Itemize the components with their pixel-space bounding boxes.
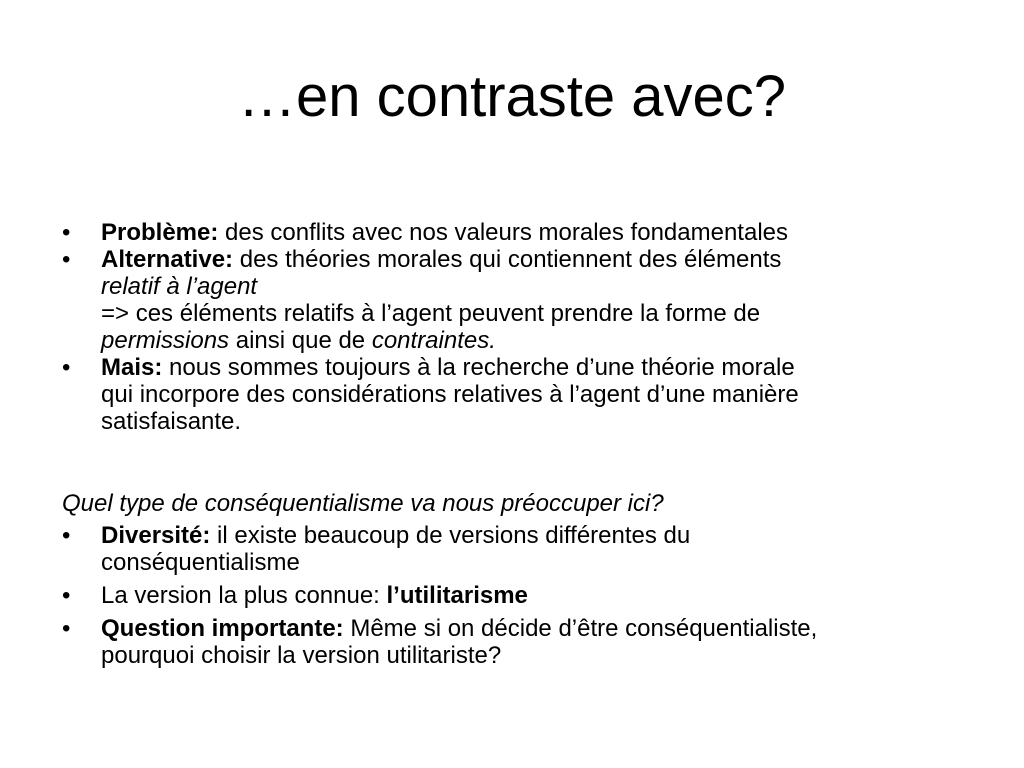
- item-text: il existe beaucoup de versions différentes du: [210, 522, 691, 549]
- item-label: Diversité:: [101, 522, 211, 549]
- arrow-text: ces éléments relatifs à l’agent peuvent prendre la forme de: [129, 300, 761, 327]
- bullet-icon: •: [62, 522, 71, 549]
- list-item-question: [62, 615, 1002, 669]
- item-text: des théories morales qui contiennent des éléments: [233, 246, 782, 273]
- section-2: [62, 490, 1002, 669]
- mid-text: ainsi que de: [229, 327, 372, 354]
- item-text-line2: pourquoi choisir la version utilitariste?: [101, 642, 502, 669]
- bullet-list-1: [62, 219, 1002, 435]
- item-text: Même si on décide d’être conséquentialiste,: [343, 615, 818, 642]
- item-text-line2: conséquentialisme: [101, 549, 300, 576]
- bullet-icon: •: [62, 615, 71, 642]
- bullet-icon: •: [62, 246, 71, 273]
- list-item-mais: [62, 354, 1002, 435]
- italic-line: relatif à l’agent: [101, 273, 258, 300]
- list-item-diversite: [62, 522, 1002, 576]
- item-text: des conflits avec nos valeurs morales fondamentales: [218, 219, 788, 246]
- bullet-icon: •: [62, 354, 71, 381]
- item-label: Question importante:: [101, 615, 344, 642]
- item-text: La version la plus connue:: [101, 582, 387, 609]
- bullet-icon: •: [62, 582, 71, 609]
- list-item-alternative: [62, 246, 1002, 354]
- item-text-line3: satisfaisante.: [101, 408, 242, 435]
- item-text-line2: qui incorpore des considérations relatives à l’agent d’une manière: [101, 381, 799, 408]
- section-heading: Quel type de conséquentialisme va nous préoccuper ici?: [62, 490, 664, 517]
- bullet-icon: •: [62, 219, 71, 246]
- item-text: nous sommes toujours à la recherche d’une théorie morale: [162, 354, 795, 381]
- item-label: Mais:: [101, 354, 163, 381]
- slide-title: …en contraste avec?: [237, 64, 787, 129]
- bullet-list-2: [62, 522, 1002, 669]
- list-item-probleme: [62, 219, 1002, 246]
- arrow-symbol: =>: [101, 300, 130, 327]
- italic-constraints: contraintes.: [371, 327, 496, 354]
- item-label: Problème:: [101, 219, 219, 246]
- item-bold-text: l’utilitarisme: [386, 582, 528, 609]
- italic-permissions: permissions: [101, 327, 230, 354]
- item-label: Alternative:: [101, 246, 234, 273]
- section-1: [62, 219, 1002, 435]
- list-item-version: [62, 582, 1002, 609]
